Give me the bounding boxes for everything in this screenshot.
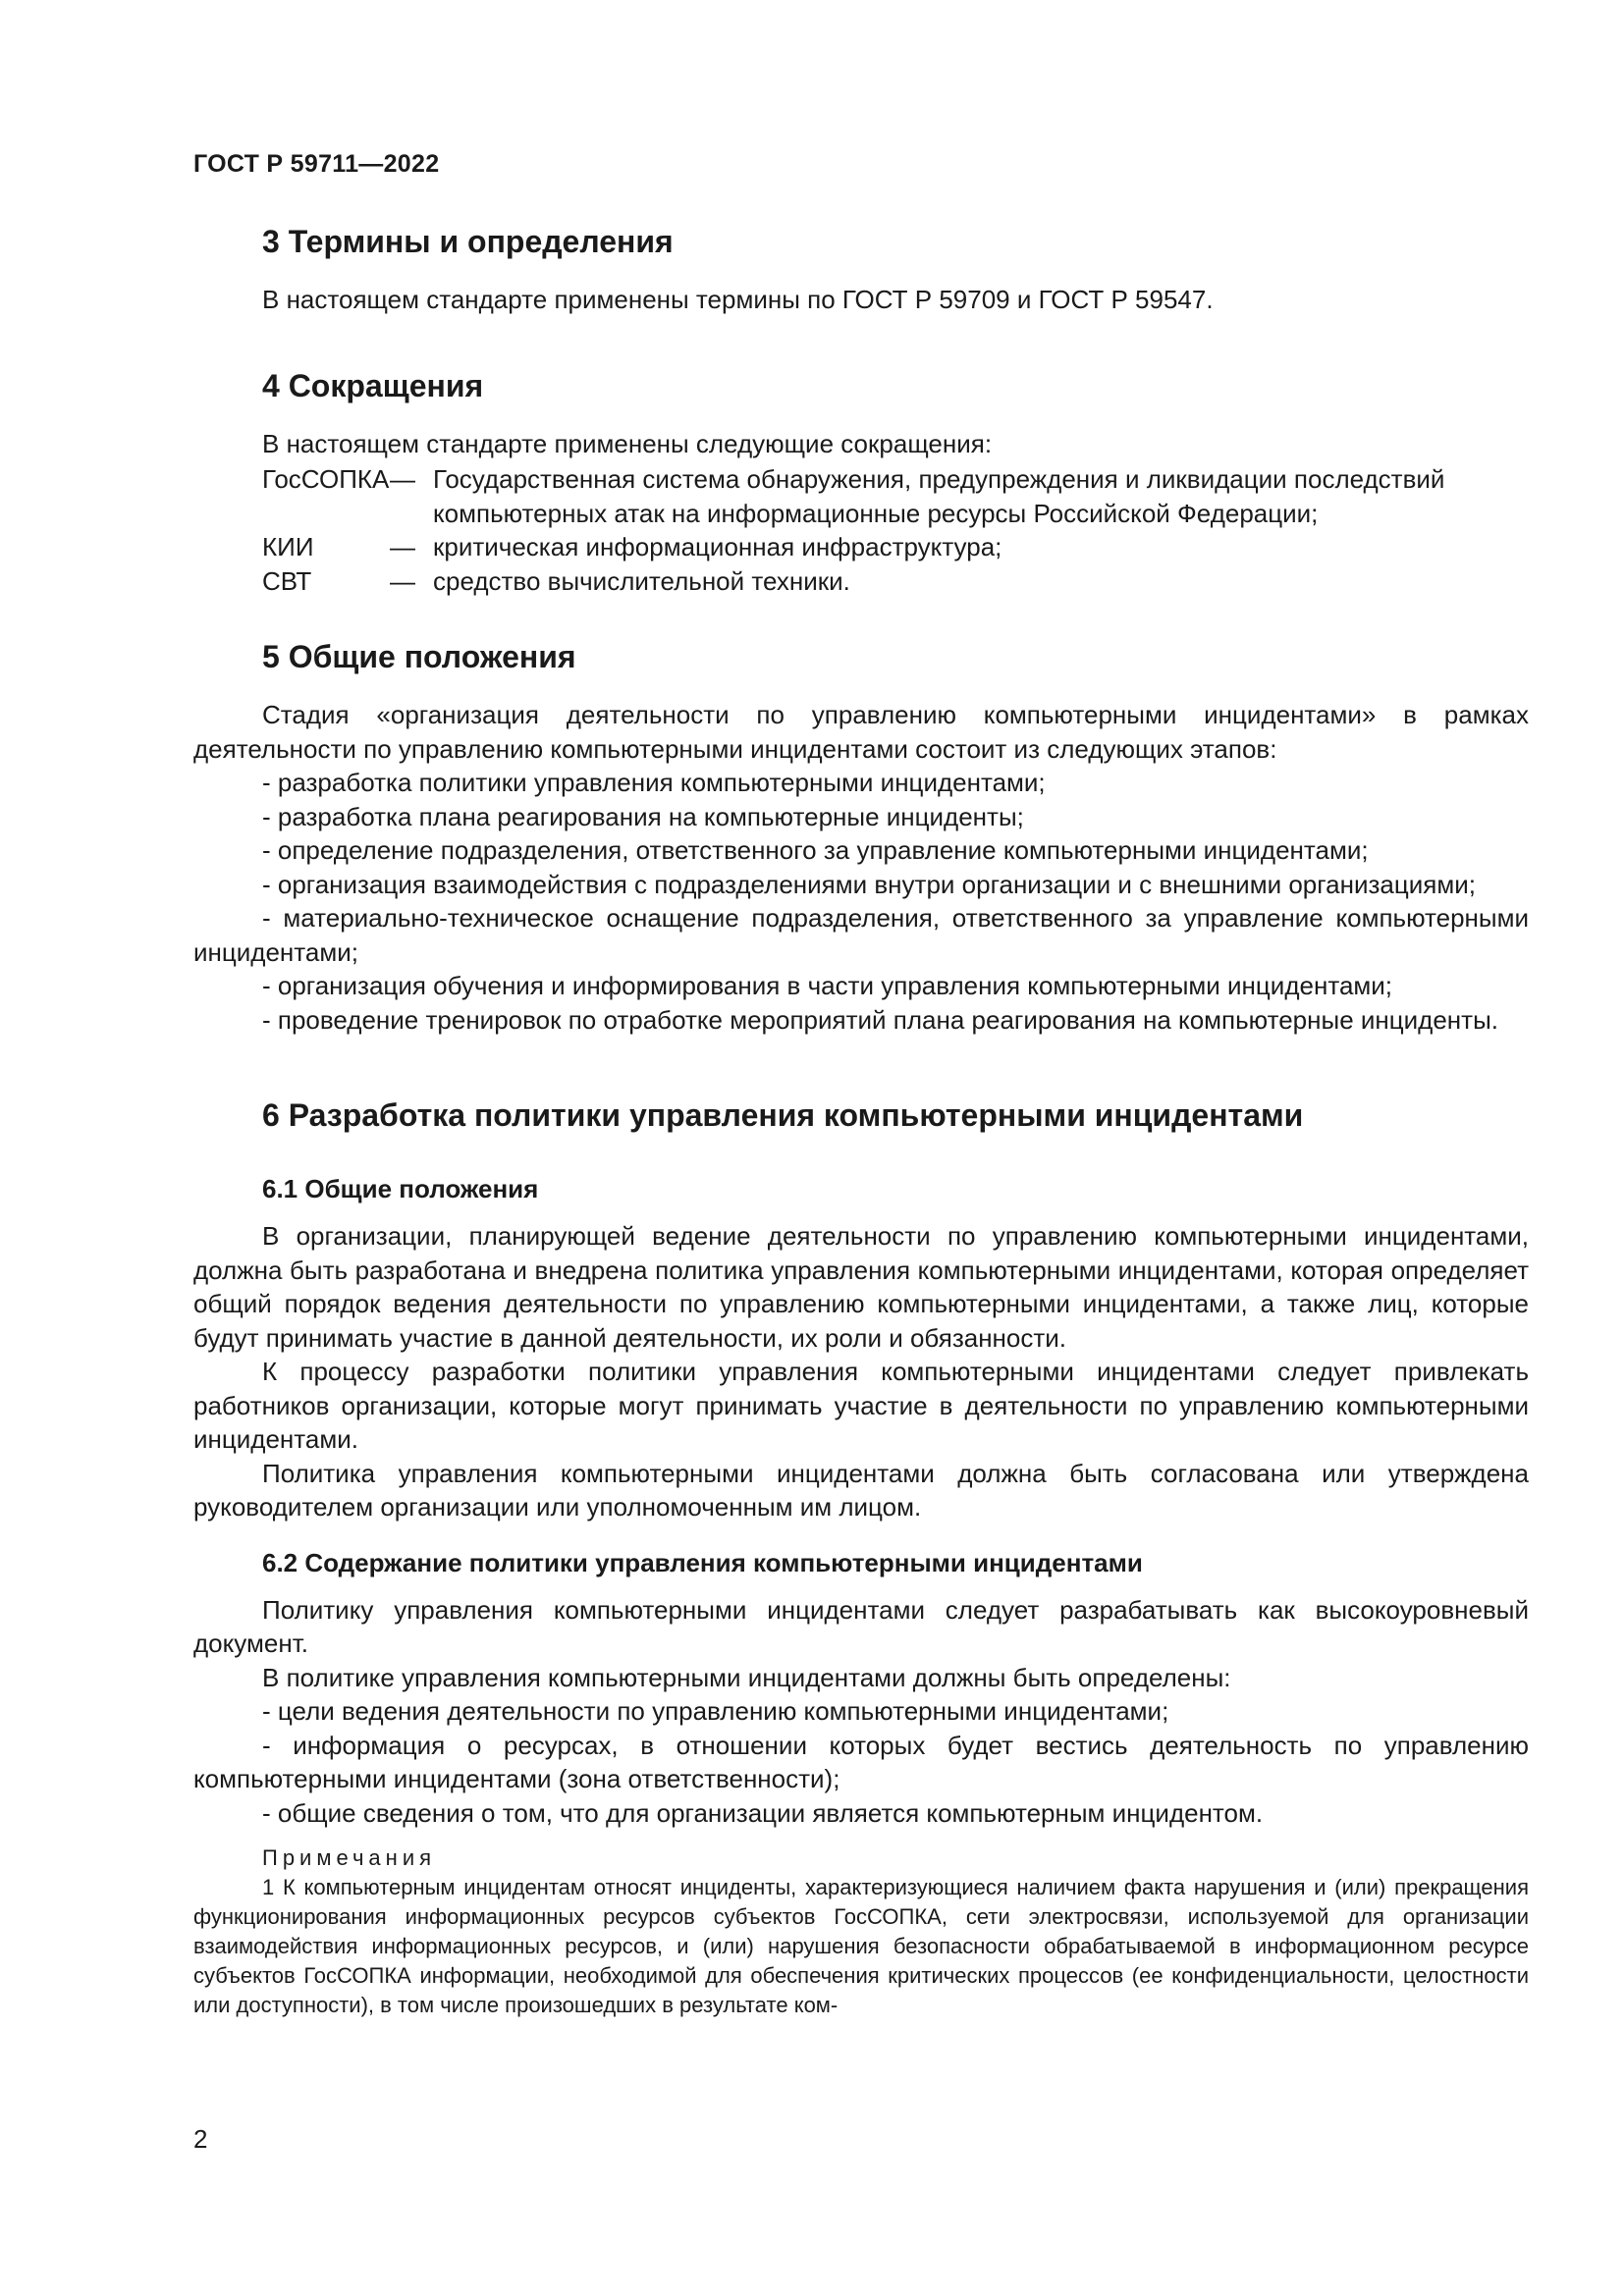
list-item: - цели ведения деятельности по управлению компьютерными инцидентами;	[262, 1696, 1169, 1726]
section-4-intro: В настоящем стандарте применены следующие сокращения:	[262, 428, 993, 458]
abbreviation-row	[262, 564, 1529, 599]
section-5-intro: Стадия «организация деятельности по управлению компьютерными инцидентами» в рамках деятельности по управлению компьютерными инцидентами состоит из следующих этапов:	[193, 700, 1529, 764]
paragraph: К процессу разработки политики управления компьютерными инцидентами следует привлекать работников организации, которые могут принимать участие в деятельности по управлению компьютерными инцидентами.	[193, 1357, 1529, 1454]
abbreviation-definition: критическая информационная инфраструктура;	[433, 532, 1002, 561]
subsection-6-2	[193, 1546, 1529, 2021]
section-3-text: В настоящем стандарте применены термины по ГОСТ Р 59709 и ГОСТ Р 59547.	[262, 285, 1214, 314]
document-body	[193, 222, 1529, 2020]
list-item: - определение подразделения, ответственного за управление компьютерными инцидентами;	[262, 835, 1369, 865]
abbreviations-table	[262, 462, 1529, 598]
abbreviation-row	[262, 530, 1529, 564]
abbreviation-row	[262, 462, 1529, 530]
section-policy	[193, 1095, 1529, 2020]
section-4-title: 4 Сокращения	[262, 367, 484, 403]
abbreviation-definition: Государственная система обнаружения, предупреждения и ликвидации последствий компьютерных атак на информационные ресурсы Российской Федерации;	[433, 464, 1445, 528]
section-general	[193, 637, 1529, 1037]
section-5-title: 5 Общие положения	[262, 639, 576, 674]
page-number: 2	[193, 2124, 208, 2154]
paragraph: В политике управления компьютерными инцидентами должны быть определены:	[262, 1662, 1231, 1692]
abbreviation-term: ГосСОПКА	[262, 464, 390, 494]
list-item: - проведение тренировок по отработке мероприятий плана реагирования на компьютерные инциденты.	[262, 1004, 1498, 1035]
list-item: - информация о ресурсах, в отношении которых будет вестись деятельность по управлению компьютерными инцидентами (зона ответственности);	[193, 1730, 1529, 1793]
document-code-header: ГОСТ Р 59711—2022	[193, 150, 440, 178]
section-6-title: 6 Разработка политики управления компьютерными инцидентами	[262, 1097, 1304, 1133]
subsection-6-2-title: 6.2 Содержание политики управления компьютерными инцидентами	[262, 1547, 1143, 1577]
abbreviation-dash: —	[390, 464, 415, 494]
section-3-title: 3 Термины и определения	[262, 224, 674, 259]
paragraph: Политику управления компьютерными инцидентами следует разрабатывать как высокоуровневый документ.	[193, 1594, 1529, 1658]
abbreviation-term: СВТ	[262, 565, 312, 596]
note-text: 1 К компьютерным инцидентам относят инциденты, характеризующиеся наличием факта нарушения и (или) прекращения функционирования информационных ресурсов субъектов ГосСОПКА, сети электросвязи, используемой для организации взаимодействия информационных ресурсов, и (или) нарушения безопасности обрабатываемой в информационном ресурсе субъектов ГосСОПКА информации, необходимой для обеспечения критических процессов (ее конфиденциальности, целостности или доступности), в том числе произошедших в результате ком-	[193, 1875, 1529, 2017]
section-terms	[193, 222, 1529, 317]
paragraph: Политика управления компьютерными инцидентами должна быть согласована или утверждена руководителем организации или уполномоченным им лицом.	[193, 1458, 1529, 1522]
list-item: - организация обучения и информирования в части управления компьютерными инцидентами;	[262, 971, 1393, 1000]
abbreviation-definition: средство вычислительной техники.	[433, 565, 850, 596]
list-item: - организация взаимодействия с подразделениями внутри организации и с внешними организациями;	[262, 869, 1477, 899]
abbreviation-term: КИИ	[262, 532, 314, 561]
abbreviation-dash: —	[390, 532, 415, 561]
abbreviation-dash: —	[390, 565, 415, 596]
list-item: - разработка плана реагирования на компьютерные инциденты;	[262, 801, 1024, 831]
list-item: - материально-техническое оснащение подразделения, ответственного за управление компьютерными инцидентами;	[193, 903, 1529, 967]
paragraph: В организации, планирующей ведение деятельности по управлению компьютерными инцидентами, должна быть разработана и внедрена политика управления компьютерными инцидентами, которая определяет общий порядок ведения деятельности по управлению компьютерными инцидентами, а также лиц, которые будут принимать участие в данной деятельности, их роли и обязанности.	[193, 1221, 1529, 1353]
list-item: - разработка политики управления компьютерными инцидентами;	[262, 768, 1046, 797]
subsection-6-1-title: 6.1 Общие положения	[262, 1174, 539, 1203]
list-item: - общие сведения о том, что для организации является компьютерным инцидентом.	[262, 1797, 1264, 1828]
subsection-6-1	[193, 1172, 1529, 1524]
notes-heading: Примечания	[262, 1845, 437, 1870]
section-abbreviations	[193, 366, 1529, 599]
